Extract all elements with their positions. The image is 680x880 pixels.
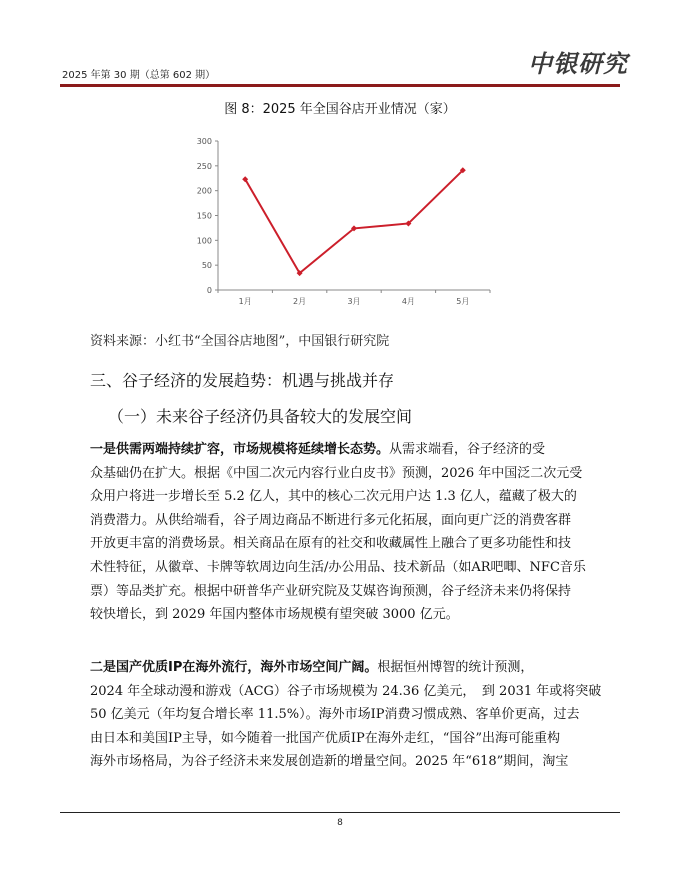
series-line bbox=[245, 170, 463, 273]
chart-axes bbox=[218, 141, 490, 290]
paragraph-2-line-5: 海外市场格局，为谷子经济未来发展创造新的增量空间。2025 年“618”期间，淘宝 bbox=[90, 754, 569, 770]
paragraph-1 bbox=[90, 438, 620, 627]
y-tick-label: 200 bbox=[196, 186, 212, 196]
paragraph-1-line-6: 术性特征，从徽章、卡牌等软周边向生活/办公用品、技术新品（如AR吧唧、NFC音乐 bbox=[90, 559, 586, 575]
paragraph-2-line-3: 50 亿美元（年均复合增长率 11.5%）。海外市场IP消费习惯成熟、客单价更高，过去 bbox=[90, 707, 580, 723]
line-chart bbox=[180, 132, 500, 317]
paragraph-1-line-2: 众基础仍在扩大。根据《中国二次元内容行业白皮书》预测，2026 年中国泛二次元受 bbox=[90, 465, 583, 481]
y-tick-label: 100 bbox=[196, 236, 212, 246]
y-tick-label: 250 bbox=[196, 161, 212, 171]
section-heading: 三、谷子经济的发展趋势：机遇与挑战并存 bbox=[90, 371, 395, 390]
chart-ticks bbox=[197, 137, 490, 306]
paragraph-2-line-4: 由日本和美国IP主导，如今随着一批国产优质IP在海外走红，“国谷”出海可能重构 bbox=[90, 730, 561, 746]
x-tick-label: 5月 bbox=[456, 297, 470, 306]
paragraph-1-line-4: 消费潜力。从供给端看，谷子周边商品不断进行多元化拓展，面向更广泛的消费客群 bbox=[90, 512, 572, 528]
figure-source: 资料来源：小红书“全国谷店地图”，中国银行研究院 bbox=[90, 334, 390, 349]
y-tick-label: 150 bbox=[196, 211, 212, 221]
page-number: 8 bbox=[337, 818, 343, 828]
paragraph-2 bbox=[90, 656, 620, 774]
section-subheading: （一）未来谷子经济仍具备较大的发展空间 bbox=[108, 407, 413, 426]
paragraph-2-line-2: 2024 年全球动漫和游戏（ACG）谷子市场规模为 24.36 亿美元， 到 2031 年或将突破 bbox=[90, 683, 602, 699]
paragraph-1-line-1: 一是供需两端持续扩容，市场规模将延续增长态势。从需求端看，谷子经济的受 bbox=[90, 442, 546, 457]
header-rule bbox=[60, 84, 620, 87]
paragraph-2-lead: 二是国产优质IP在海外流行，海外市场空间广阔。 bbox=[90, 660, 378, 675]
chart-series bbox=[242, 167, 466, 276]
header-issue: 2025 年第 30 期（总第 602 期） bbox=[62, 70, 216, 81]
y-tick-label: 0 bbox=[206, 286, 212, 295]
paragraph-1-line-5: 开放更丰富的消费场景。相关商品在原有的社交和收藏属性上融合了更多功能性和技 bbox=[90, 536, 572, 552]
footer-rule bbox=[60, 812, 620, 813]
paragraph-1-lead: 一是供需两端持续扩容，市场规模将延续增长态势。 bbox=[90, 442, 390, 457]
paragraph-1-line-7: 票）等品类扩充。根据中研普华产业研究院及艾媒咨询预测，谷子经济未来仍将保持 bbox=[90, 583, 572, 599]
x-tick-label: 4月 bbox=[401, 297, 415, 306]
x-tick-label: 1月 bbox=[238, 297, 252, 306]
y-tick-label: 300 bbox=[196, 137, 212, 146]
figure-title: 图 8：2025 年全国谷店开业情况（家） bbox=[224, 102, 456, 117]
x-tick-label: 2月 bbox=[293, 297, 307, 306]
paragraph-1-line-3: 众用户将进一步增长至 5.2 亿人，其中的核心二次元用户达 1.3 亿人，蕴藏了极大的 bbox=[90, 489, 577, 505]
paragraph-1-line-8: 较快增长，到 2029 年国内整体市场规模有望突破 3000 亿元。 bbox=[90, 607, 459, 623]
header-logo: 中银研究 bbox=[528, 49, 628, 78]
paragraph-2-line-1: 二是国产优质IP在海外流行，海外市场空间广阔。根据恒州博智的统计预测， bbox=[90, 660, 534, 675]
x-tick-label: 3月 bbox=[347, 297, 361, 306]
y-tick-label: 50 bbox=[201, 261, 212, 271]
